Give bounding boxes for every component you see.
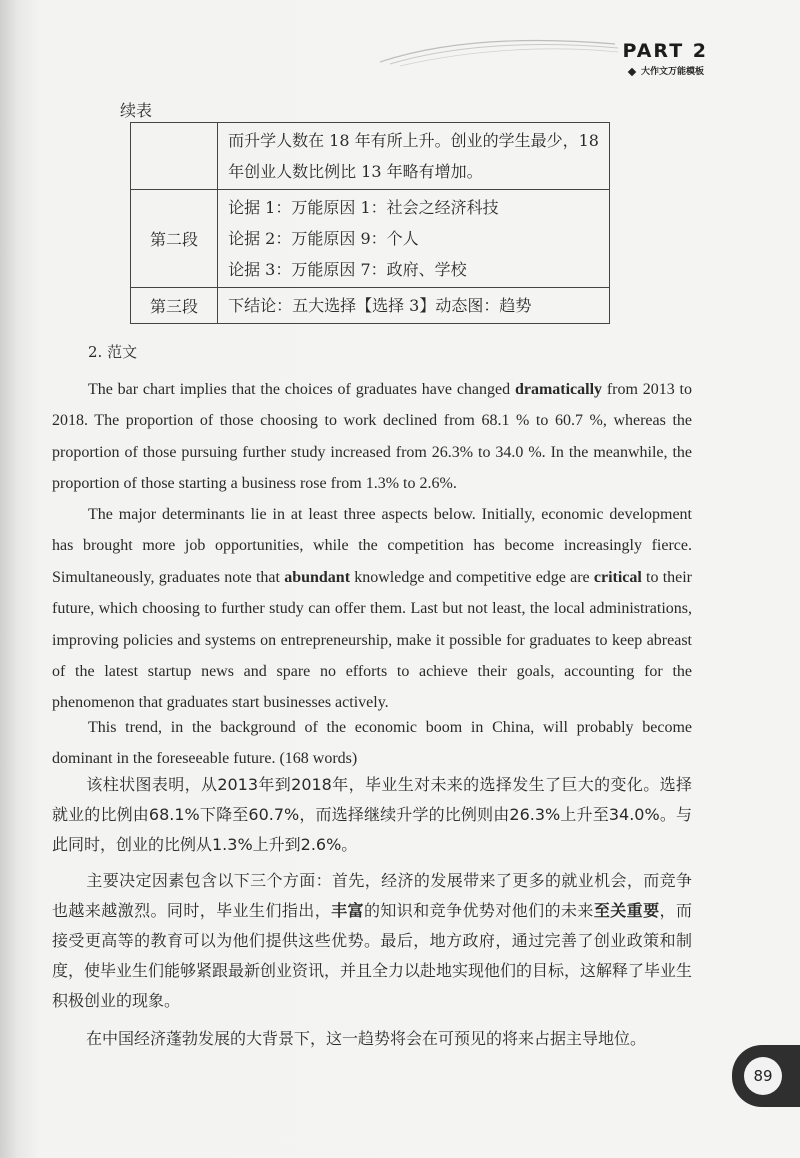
essay-paragraph-3: [52, 712, 692, 775]
outline-table: [130, 122, 610, 324]
essay-text: The major determinants lie in at least three aspects below. Initially, economic development has brought more job opportunities, while the competition has become increasingly fierce. Simultaneously, graduates note that: [52, 506, 692, 586]
table-content-cell: [218, 123, 610, 190]
part-subtitle-text: 大作文万能模板: [640, 67, 704, 77]
table-row: [131, 190, 610, 288]
page-number-tab: [732, 1045, 800, 1107]
translation-text: 该柱状图表明，从2013年到2018年，毕业生对未来的选择发生了巨大的变化。选择就业的比例由68.1%下降至60.7%，而选择继续升学的比例则由26.3%上升至34.0%。与此同时，创业的比例从1.3%上升到2.6%。: [52, 775, 692, 854]
part-heading: PART 2: [622, 40, 708, 62]
essay-text: The bar chart implies that the choices of graduates have changed: [88, 381, 515, 398]
essay-bold-word: abundant: [284, 568, 351, 586]
translation-bold-word: 丰富: [331, 901, 364, 920]
translation-text: ，而接受更高等的教育可以为他们提供这些优势。最后，地方政府，通过完善了创业政策和制度，使毕业生们能够紧跟最新创业资讯，并且全力以赴地实现他们的目标，这解释了毕业生积极创业的现象。: [52, 901, 693, 1010]
page-number: 89: [744, 1057, 782, 1095]
essay-bold-word: dramatically: [514, 381, 603, 398]
table-line: 下结论：五大选择【选择 3】动态图：趋势: [228, 296, 532, 315]
essay-paragraph-2: [52, 499, 692, 719]
essay-text: from 2013 to 2018. The proportion of those choosing to work declined from 68.1 % to 60.7 %, whereas the proportion of those pursuing further study increased from 26.3% to 34.0 %. In the meanwhile, the proportion of those starting a business rose from 1.3% to 2.6%.: [52, 381, 693, 493]
translation-paragraph-2: [52, 866, 692, 1016]
essay-text: to their future, which choosing to further study can offer them. Last but not least, the local administrations, improving policies and systems on entrepreneurship, make it possible for graduates to keep abreast of the latest startup news and spare no efforts to achieve their goals, accounting for the phenomenon that graduates start businesses actively.: [52, 568, 693, 712]
table-row: [131, 288, 610, 324]
table-row: [131, 123, 610, 190]
essay-paragraph-1: [52, 374, 692, 500]
translation-text: 的知识和竞争优势对他们的未来: [363, 901, 594, 920]
table-line: 论据 3：万能原因 7：政府、学校: [228, 260, 467, 279]
translation-bold-word: 至关重要: [593, 901, 660, 920]
table-section-cell: [131, 123, 218, 190]
part-subtitle: [629, 64, 704, 77]
table-line: 论据 1：万能原因 1：社会之经济科技: [228, 198, 499, 217]
diamond-bullet-icon: [628, 67, 636, 75]
table-line: 而升学人数在 18 年有所上升。创业的学生最少，18: [228, 131, 599, 150]
table-content-cell: [218, 190, 610, 288]
essay-text: This trend, in the background of the economic boom in China, will probably become dominant in the foreseeable future. (168 words): [52, 719, 692, 768]
section-title: 2. 范文: [88, 343, 138, 361]
translation-text: 主要决定因素包含以下三个方面：首先，经济的发展带来了更多的就业机会，而竞争也越来越激烈。同时，毕业生们指出，: [52, 871, 692, 920]
table-line: 论据 2：万能原因 9：个人: [228, 229, 419, 248]
essay-bold-word: critical: [593, 568, 642, 586]
translation-paragraph-3: [52, 1024, 692, 1054]
translation-paragraph-1: [52, 770, 692, 860]
table-section-cell: 第二段: [131, 190, 218, 288]
table-section-cell: 第三段: [131, 288, 218, 324]
table-line: 年创业人数比例比 13 年略有增加。: [228, 162, 483, 181]
essay-text: knowledge and competitive edge are: [350, 568, 594, 586]
table-content-cell: [218, 288, 610, 324]
translation-text: 在中国经济蓬勃发展的大背景下，这一趋势将会在可预见的将来占据主导地位。: [86, 1029, 647, 1048]
table-caption: 续表: [120, 101, 153, 120]
header-swoosh-decoration: [380, 34, 620, 74]
